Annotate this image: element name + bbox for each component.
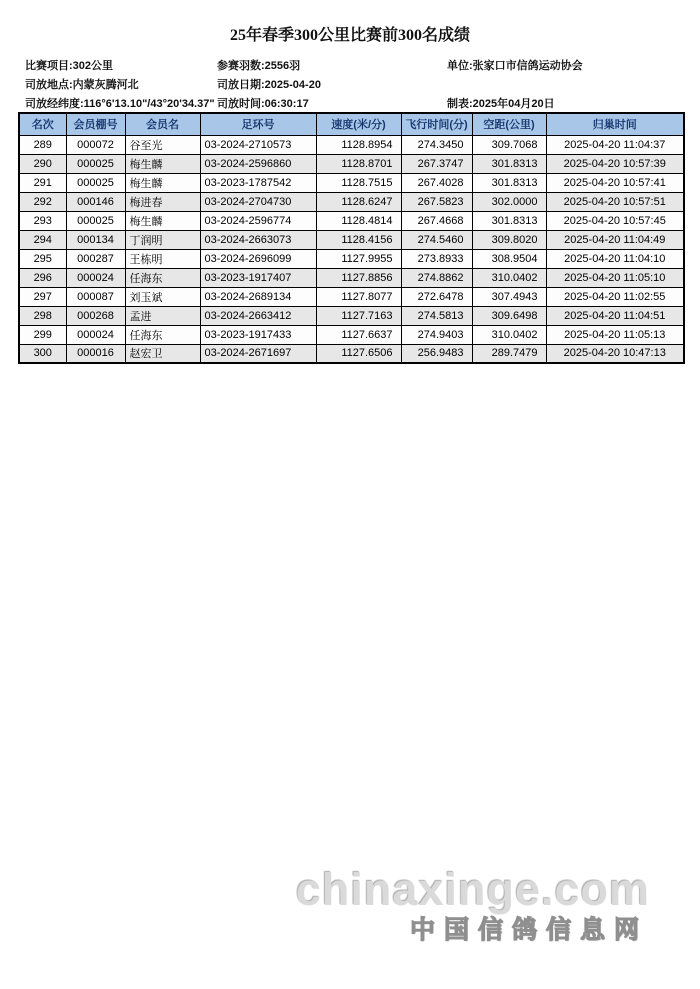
table-cell: 刘玉斌	[125, 287, 200, 306]
table-cell: 2025-04-20 10:57:51	[546, 192, 684, 211]
table-cell: 292	[19, 192, 66, 211]
table-row	[19, 230, 684, 249]
table-cell: 2025-04-20 10:57:39	[546, 154, 684, 173]
table-cell: 2025-04-20 11:04:10	[546, 249, 684, 268]
table-row	[19, 268, 684, 287]
table-cell: 000287	[66, 249, 125, 268]
table-row	[19, 192, 684, 211]
table-cell: 289	[19, 135, 66, 154]
info-cell: 司放时间:06:30:17	[217, 98, 309, 110]
info-cell: 司放经纬度:116°6'13.10"/43°20'34.37"	[25, 98, 215, 110]
info-cell: 制表:2025年04月20日	[447, 98, 555, 110]
table-cell: 梅生麟	[125, 211, 200, 230]
table-cell: 03-2024-2689134	[200, 287, 316, 306]
table-cell: 1128.4156	[316, 230, 401, 249]
table-cell: 272.6478	[401, 287, 472, 306]
table-cell: 2025-04-20 11:05:10	[546, 268, 684, 287]
table-cell: 267.4668	[401, 211, 472, 230]
table-cell: 309.8020	[472, 230, 546, 249]
table-cell: 任海东	[125, 268, 200, 287]
table-row	[19, 211, 684, 230]
table-cell: 梅生麟	[125, 154, 200, 173]
table-cell: 274.5460	[401, 230, 472, 249]
table-cell: 309.6498	[472, 306, 546, 325]
table-cell: 03-2023-1917433	[200, 325, 316, 344]
table-cell: 2025-04-20 10:57:45	[546, 211, 684, 230]
table-row	[19, 325, 684, 344]
table-cell: 2025-04-20 10:57:41	[546, 173, 684, 192]
table-cell: 267.4028	[401, 173, 472, 192]
header-row	[19, 113, 684, 135]
table-cell: 310.0402	[472, 268, 546, 287]
table-cell: 1127.8077	[316, 287, 401, 306]
table-cell: 000072	[66, 135, 125, 154]
table-cell: 1128.6247	[316, 192, 401, 211]
table-cell: 03-2023-1917407	[200, 268, 316, 287]
table-cell: 000146	[66, 192, 125, 211]
table-row	[19, 344, 684, 363]
table-cell: 299	[19, 325, 66, 344]
table-cell: 310.0402	[472, 325, 546, 344]
table-cell: 293	[19, 211, 66, 230]
header-cell: 会员名	[125, 113, 200, 135]
table-cell: 2025-04-20 11:05:13	[546, 325, 684, 344]
table-cell: 03-2024-2663412	[200, 306, 316, 325]
table-cell: 1127.7163	[316, 306, 401, 325]
table-cell: 274.5813	[401, 306, 472, 325]
table-cell: 1128.7515	[316, 173, 401, 192]
table-cell: 267.3747	[401, 154, 472, 173]
table-cell: 301.8313	[472, 154, 546, 173]
results-table-body	[19, 135, 684, 363]
table-row	[19, 287, 684, 306]
table-cell: 任海东	[125, 325, 200, 344]
table-row	[19, 306, 684, 325]
table-cell: 03-2024-2710573	[200, 135, 316, 154]
table-cell: 000134	[66, 230, 125, 249]
table-cell: 273.8933	[401, 249, 472, 268]
table-cell: 03-2024-2704730	[200, 192, 316, 211]
table-cell: 孟进	[125, 306, 200, 325]
header-cell: 飞行时间(分)	[401, 113, 472, 135]
race-info-block	[25, 57, 583, 114]
table-cell: 赵宏卫	[125, 344, 200, 363]
table-cell: 000087	[66, 287, 125, 306]
table-cell: 2025-04-20 11:02:55	[546, 287, 684, 306]
table-cell: 000024	[66, 268, 125, 287]
table-cell: 291	[19, 173, 66, 192]
table-cell: 03-2024-2663073	[200, 230, 316, 249]
table-cell: 301.8313	[472, 211, 546, 230]
table-cell: 1127.6637	[316, 325, 401, 344]
table-row	[19, 154, 684, 173]
header-cell: 空距(公里)	[472, 113, 546, 135]
table-cell: 梅生麟	[125, 173, 200, 192]
table-row	[19, 135, 684, 154]
table-cell: 294	[19, 230, 66, 249]
table-cell: 03-2024-2696099	[200, 249, 316, 268]
table-row	[19, 173, 684, 192]
table-cell: 王栋明	[125, 249, 200, 268]
info-cell: 司放地点:内蒙灰腾河北	[25, 79, 139, 91]
page-title: 25年春季300公里比赛前300名成绩	[229, 27, 470, 44]
table-cell: 1128.4814	[316, 211, 401, 230]
table-cell: 296	[19, 268, 66, 287]
header-cell: 名次	[19, 113, 66, 135]
header-cell: 速度(米/分)	[316, 113, 401, 135]
table-cell: 梅进春	[125, 192, 200, 211]
header-cell: 归巢时间	[546, 113, 684, 135]
table-cell: 298	[19, 306, 66, 325]
info-cell: 单位:张家口市信鸽运动协会	[447, 60, 583, 72]
table-cell: 300	[19, 344, 66, 363]
table-cell: 2025-04-20 11:04:51	[546, 306, 684, 325]
table-cell: 274.9403	[401, 325, 472, 344]
table-cell: 2025-04-20 11:04:49	[546, 230, 684, 249]
table-cell: 000025	[66, 173, 125, 192]
info-cell	[447, 76, 583, 95]
table-cell: 267.5823	[401, 192, 472, 211]
table-cell: 2025-04-20 11:04:37	[546, 135, 684, 154]
table-cell: 000016	[66, 344, 125, 363]
table-cell: 290	[19, 154, 66, 173]
results-table	[18, 112, 685, 364]
table-cell: 274.8862	[401, 268, 472, 287]
table-cell: 297	[19, 287, 66, 306]
table-cell: 256.9483	[401, 344, 472, 363]
info-cell: 司放日期:2025-04-20	[217, 79, 321, 91]
table-cell: 1128.8954	[316, 135, 401, 154]
table-cell: 03-2024-2671697	[200, 344, 316, 363]
table-cell: 2025-04-20 10:47:13	[546, 344, 684, 363]
table-cell: 03-2024-2596774	[200, 211, 316, 230]
table-cell: 03-2023-1787542	[200, 173, 316, 192]
watermark	[296, 866, 650, 944]
table-cell: 274.3450	[401, 135, 472, 154]
header-cell: 会员棚号	[66, 113, 125, 135]
table-cell: 307.4943	[472, 287, 546, 306]
results-table-header	[19, 113, 684, 135]
table-cell: 000268	[66, 306, 125, 325]
table-cell: 309.7068	[472, 135, 546, 154]
table-cell: 289.7479	[472, 344, 546, 363]
info-cell: 比赛项目:302公里	[25, 60, 114, 72]
table-cell: 301.8313	[472, 173, 546, 192]
table-cell: 丁润明	[125, 230, 200, 249]
table-cell: 000025	[66, 154, 125, 173]
watermark-site-name: chinaxinge.com	[295, 864, 650, 915]
table-cell: 1127.9955	[316, 249, 401, 268]
table-cell: 1127.6506	[316, 344, 401, 363]
table-cell: 000024	[66, 325, 125, 344]
table-cell: 308.9504	[472, 249, 546, 268]
table-cell: 03-2024-2596860	[200, 154, 316, 173]
info-cell: 参赛羽数:2556羽	[217, 60, 301, 72]
table-cell: 302.0000	[472, 192, 546, 211]
header-cell: 足环号	[200, 113, 316, 135]
table-cell: 谷至光	[125, 135, 200, 154]
table-cell: 1127.8856	[316, 268, 401, 287]
watermark-chinese-name: 中国信鸽信息网	[409, 916, 648, 944]
table-row	[19, 249, 684, 268]
table-cell: 000025	[66, 211, 125, 230]
table-cell: 295	[19, 249, 66, 268]
table-cell: 1128.8701	[316, 154, 401, 173]
